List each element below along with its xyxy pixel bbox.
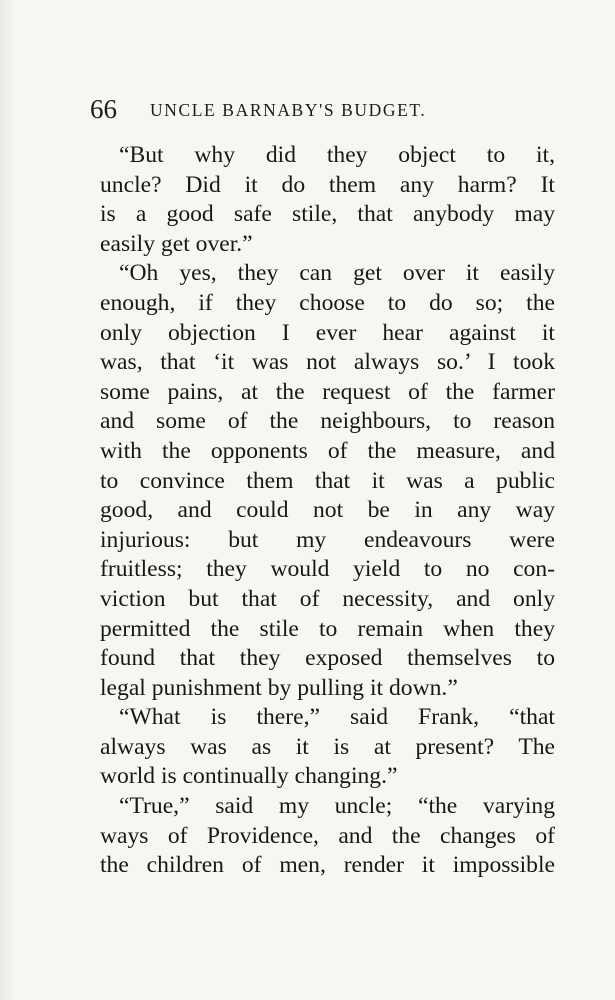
text-line: permitted the stile to remain when they bbox=[100, 615, 555, 642]
text-line: only objection I ever hear against it bbox=[100, 319, 555, 346]
text-line: “What is there,” said Frank, “that bbox=[119, 704, 555, 731]
text-line: found that they exposed themselves to bbox=[100, 645, 555, 672]
text-line: world is continually changing.” bbox=[100, 763, 398, 790]
text-line: and some of the neighbours, to reason bbox=[100, 408, 555, 435]
body-text bbox=[100, 141, 555, 881]
text-line: “But why did they object to it, bbox=[119, 142, 555, 168]
text-line: fruitless; they would yield to no con- bbox=[100, 556, 555, 583]
text-line: the children of men, render it impossible bbox=[100, 852, 555, 879]
text-line: legal punishment by pulling it down.” bbox=[100, 674, 458, 701]
text-line: “True,” said my uncle; “the varying bbox=[119, 793, 555, 820]
page-gutter-shadow bbox=[0, 0, 14, 1000]
text-line: injurious: but my endeavours were bbox=[100, 526, 555, 553]
text-line: to convince them that it was a public bbox=[100, 467, 555, 494]
text-line: “Oh yes, they can get over it easily bbox=[119, 260, 555, 287]
running-title: UNCLE BARNABY'S BUDGET. bbox=[150, 100, 427, 120]
text-line: ways of Providence, and the changes of bbox=[100, 822, 555, 849]
text-line: some pains, at the request of the farmer bbox=[100, 378, 555, 405]
text-line: uncle? Did it do them any harm? It bbox=[100, 171, 555, 198]
text-line: always was as it is at present? The bbox=[100, 733, 555, 760]
text-line: is a good safe stile, that anybody may bbox=[100, 201, 555, 228]
text-line: easily get over.” bbox=[100, 230, 253, 257]
text-line: was, that ‘it was not always so.’ I took bbox=[100, 349, 555, 376]
page-header bbox=[90, 92, 510, 126]
text-line: with the opponents of the measure, and bbox=[100, 437, 555, 464]
page-number: 66 bbox=[90, 94, 117, 124]
text-line: viction but that of necessity, and only bbox=[100, 585, 555, 612]
text-line: enough, if they choose to do so; the bbox=[100, 289, 555, 316]
text-line: good, and could not be in any way bbox=[100, 497, 555, 524]
